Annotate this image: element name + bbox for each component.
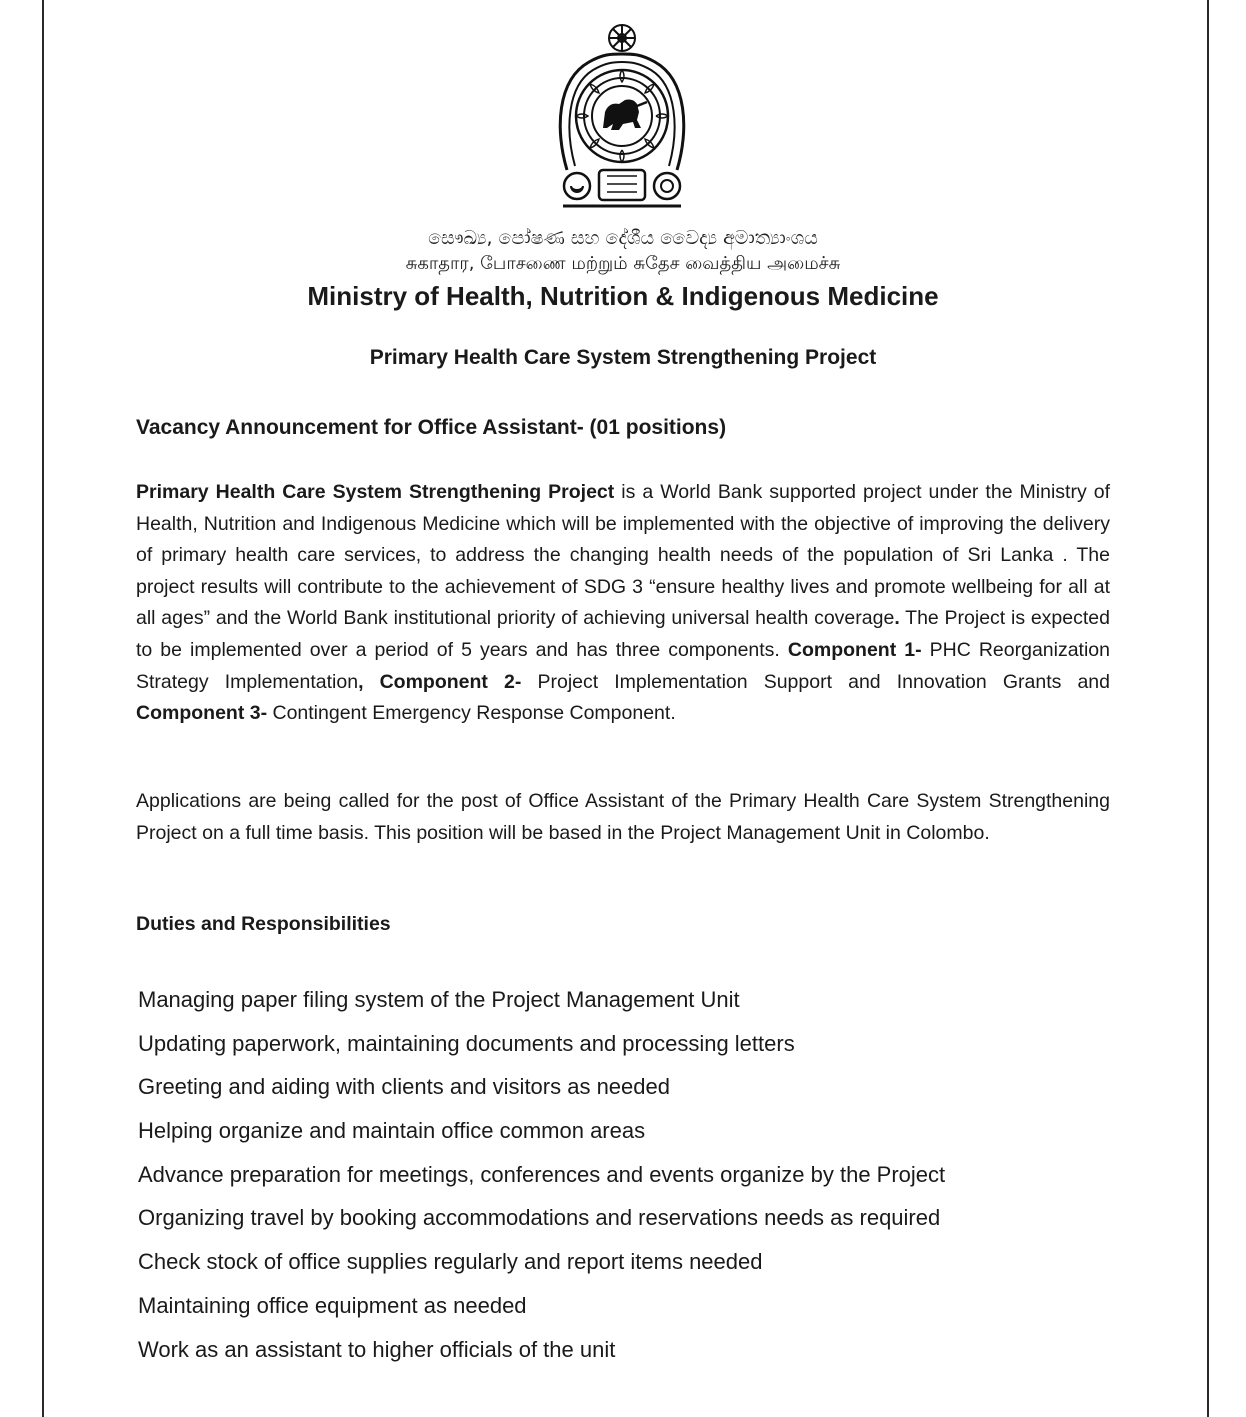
list-item: Organizing travel by booking accommodations and reservations needs as required [138,1205,941,1231]
list-item: Check stock of office supplies regularly and report items needed [138,1249,763,1275]
intro-paragraph [136,477,1110,730]
ministry-name-tamil: சுகாதார, போசணை மற்றும் சுதேச வைத்திய அமைச்சு [405,253,841,274]
ministry-name-english: Ministry of Health, Nutrition & Indigenous Medicine [307,281,939,311]
vacancy-title: Vacancy Announcement for Office Assistant- (01 positions) [136,416,727,439]
component-1-text: PHC Reorganization Strategy Implementation [136,638,1111,693]
list-item: Updating paperwork, maintaining documents and processing letters [138,1030,795,1056]
page-border-right [1207,0,1209,1417]
project-title: Primary Health Care System Strengthening Project [369,346,877,369]
duties-list [138,978,945,1371]
component-2-text: Project Implementation Support and Innovation Grants and [521,670,1111,693]
list-item: Greeting and aiding with clients and visitors as needed [138,1074,670,1100]
list-item: Work as an assistant to higher officials of the unit [138,1336,616,1362]
component-1-label: Component 1- [787,638,922,661]
intro-text-a: is a World Bank supported project under the Ministry of Health, Nutrition and Indigenous Medicine which will be implemented with the objective of improving the delivery of primary health care services, to address the changing health needs of the population of Sri Lanka . The project results will contribute to the achievement of SDG 3 “ensure healthy lives and promote wellbeing for all at all ages” and the World Bank institutional priority of achieving universal health coverage [136,481,1110,630]
list-item: Helping organize and maintain office common areas [138,1118,646,1144]
intro-project-name: Primary Health Care System Strengthening Project [136,481,615,503]
intro-dot: . [894,607,900,630]
list-item: Maintaining office equipment as needed [138,1292,527,1318]
component-3-text: Contingent Emergency Response Component. [267,702,676,725]
list-item: Managing paper filing system of the Project Management Unit [138,987,740,1012]
intro-text-b: The Project is expected to be implemented over a period of 5 years and has three components. [136,607,1110,661]
page-border-left [42,0,44,1417]
list-item: Advance preparation for meetings, conferences and events organize by the Project [138,1161,946,1187]
ministry-name-sinhala: සෞඛ්‍ය, පෝෂණ සහ දේශීය වෛද්‍ය අමාත්‍යාංශය [428,227,818,249]
intro-comma: , [358,670,380,693]
applications-paragraph: Applications are being called for the post of Office Assistant of the Primary Health Care System Strengthening Project on a full time basis. This position will be based in the Project Management Unit in Colombo. [136,790,1110,844]
duties-heading: Duties and Responsibilities [136,913,391,935]
component-3-label: Component 3- [136,702,268,725]
sri-lanka-emblem-icon [553,20,691,218]
component-2-label: Component 2- [379,670,522,693]
